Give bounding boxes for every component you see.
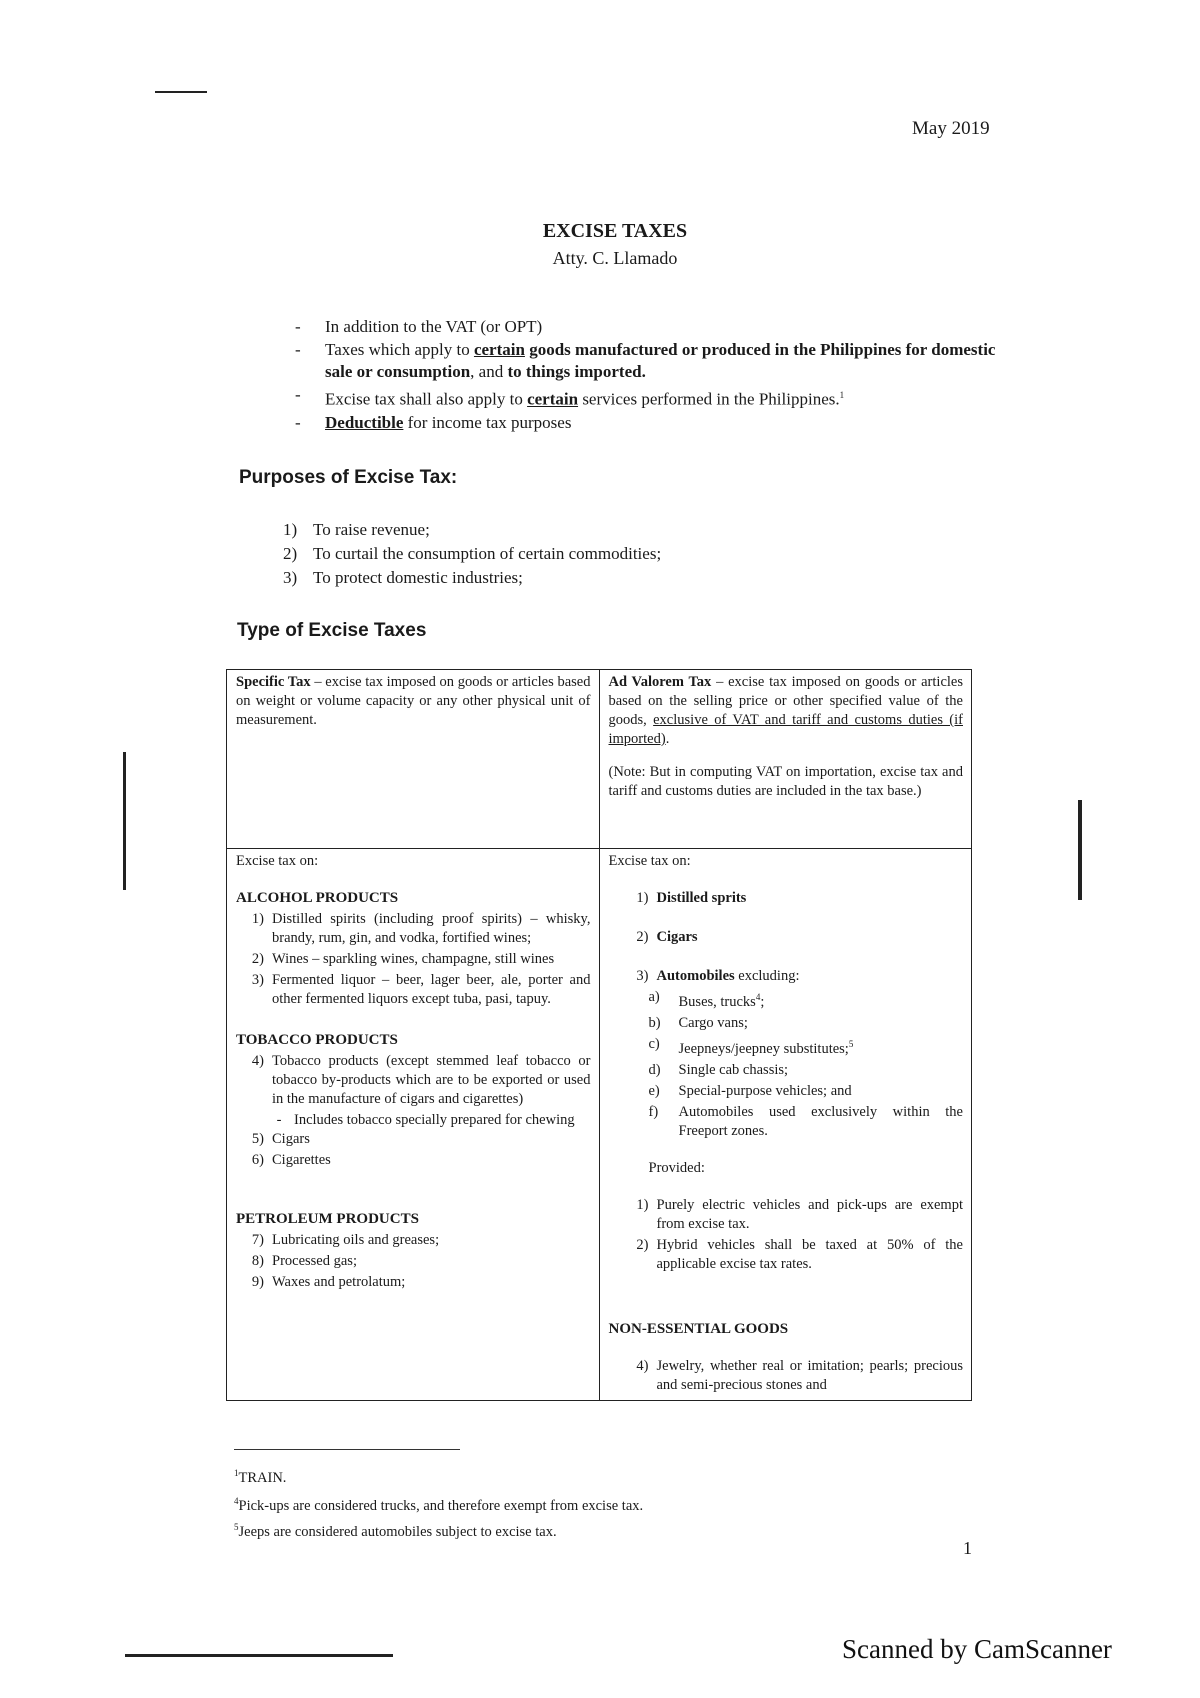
list-item: 1) To raise revenue; <box>283 520 430 539</box>
bullet-item: - Taxes which apply to certain goods manufactured or produced in the Philippines for domestic sale or consumption, and to things imported. <box>295 340 996 381</box>
nonessential-list <box>609 1357 964 1395</box>
purposes-list <box>283 518 661 590</box>
list-item: 2) Hybrid vehicles shall be taxed at 50% of the applicable excise tax rates. <box>636 1236 963 1272</box>
types-heading: Type of Excise Taxes <box>237 620 427 641</box>
ad-valorem-tax-cell: Ad Valorem Tax – excise tax imposed on goods or articles based on the selling price or other specified value of the goods, exclusive of VAT and tariff and customs duties (if imported). (Note: But in computing VAT on importation, excise tax and tariff and customs duties are included in the tax base.) <box>599 670 972 849</box>
specific-products-cell <box>227 849 600 1401</box>
list-item: 4) Tobacco products (except stemmed leaf tobacco or tobacco by-products which are to be exported or used in the manufacture of cigars and cigarettes) <box>251 1053 591 1107</box>
list-item: 3) To protect domestic industries; <box>283 568 523 587</box>
footnote-rule <box>234 1449 460 1450</box>
list-item: a) Buses, trucks$^4$; <box>648 989 765 1010</box>
list-item: 2) To curtail the consumption of certain commodities; <box>283 544 662 563</box>
document-title: EXCISE TAXES <box>542 220 688 242</box>
bullet-item: - Deductible for income tax purposes <box>295 412 572 432</box>
camscanner-watermark: Scanned by CamScanner <box>842 1634 1112 1664</box>
note-text: (Note: But in computing VAT on importation, excise tax and tariff and customs duties are included in the tax base.) <box>608 764 963 799</box>
document-date: May 2019 <box>912 118 990 139</box>
list-item: 1) Distilled sprits <box>636 890 747 906</box>
scan-mark-right <box>1078 800 1082 900</box>
footnotes <box>234 1464 643 1541</box>
page-number: 1 <box>963 1538 972 1558</box>
document-author: Atty. C. Llamado <box>552 248 678 268</box>
automobile-exclusions <box>649 988 964 1141</box>
scan-mark-left <box>123 752 126 890</box>
list-item: 8) Processed gas; <box>251 1253 357 1269</box>
bullet-item: - Excise tax shall also apply to certain services performed in the Philippines.$^1$ <box>295 385 845 409</box>
list-item: 2) Wines – sparkling wines, champagne, still wines <box>251 951 555 967</box>
petroleum-list <box>236 1231 591 1292</box>
footnote: $^1$TRAIN. <box>234 1468 287 1486</box>
list-item: 9) Waxes and petrolatum; <box>251 1274 406 1290</box>
list-item: b) Cargo vans; <box>648 1014 748 1031</box>
list-item: 1) Distilled spirits (including proof spirits) – whisky, brandy, rum, gin, and vodka, fortified wines; <box>251 911 591 946</box>
table-row <box>227 849 972 1401</box>
list-item: e) Special-purpose vehicles; and <box>648 1082 852 1099</box>
list-item: 7) Lubricating oils and greases; <box>251 1232 440 1248</box>
list-item: 2) Cigars <box>636 929 698 945</box>
list-item: 6) Cigarettes <box>251 1152 331 1168</box>
alcohol-heading: ALCOHOL PRODUCTS <box>236 890 399 906</box>
provisos-list <box>621 1196 964 1274</box>
excise-on-label: Excise tax on: <box>236 853 319 869</box>
footnote: $^4$Pick-ups are considered trucks, and therefore exempt from excise tax. <box>234 1495 644 1514</box>
list-item: 3) Fermented liquor – beer, lager beer, ale, porter and other fermented liquors except tuba, pasi, tapuy. <box>251 972 591 1007</box>
intro-bullets <box>295 316 1015 435</box>
ad-valorem-products-cell <box>599 849 972 1401</box>
list-item: 1) Purely electric vehicles and pick-ups are exempt from excise tax. <box>636 1196 963 1232</box>
provided-label: Provided: <box>648 1159 705 1176</box>
list-item: f) Automobiles used exclusively within the Freeport zones. <box>648 1103 963 1139</box>
specific-tax-cell: Specific Tax – excise tax imposed on goods or articles based on weight or volume capacity or any other physical unit of measurement. <box>227 670 600 849</box>
footnote: $^5$Jeeps are considered automobiles subject to excise tax. <box>234 1521 557 1540</box>
list-item: d) Single cab chassis; <box>648 1061 789 1078</box>
list-item: 4) Jewelry, whether real or imitation; pearls; precious and semi-precious stones and <box>636 1357 963 1393</box>
scan-mark-bottom <box>125 1654 393 1657</box>
list-item: c) Jeepneys/jeepney substitutes;$^5$ <box>648 1035 854 1057</box>
nonessential-heading: NON-ESSENTIAL GOODS <box>608 1320 789 1337</box>
table-row <box>227 670 972 849</box>
petroleum-heading: PETROLEUM PRODUCTS <box>236 1211 419 1227</box>
scan-mark-top <box>155 91 207 93</box>
tobacco-list <box>236 1052 591 1170</box>
alcohol-list <box>236 910 591 1009</box>
list-sub-item: - Includes tobacco specially prepared for chewing <box>276 1112 575 1128</box>
ad-valorem-list <box>609 889 964 986</box>
excise-types-table <box>226 669 972 1401</box>
list-item: 3) Automobiles excluding: <box>636 968 800 984</box>
list-item: 5) Cigars <box>251 1131 310 1147</box>
purposes-heading: Purposes of Excise Tax: <box>239 467 458 488</box>
bullet-item: - In addition to the VAT (or OPT) <box>295 317 543 336</box>
tobacco-heading: TOBACCO PRODUCTS <box>236 1032 398 1048</box>
excise-on-label: Excise tax on: <box>608 853 691 869</box>
